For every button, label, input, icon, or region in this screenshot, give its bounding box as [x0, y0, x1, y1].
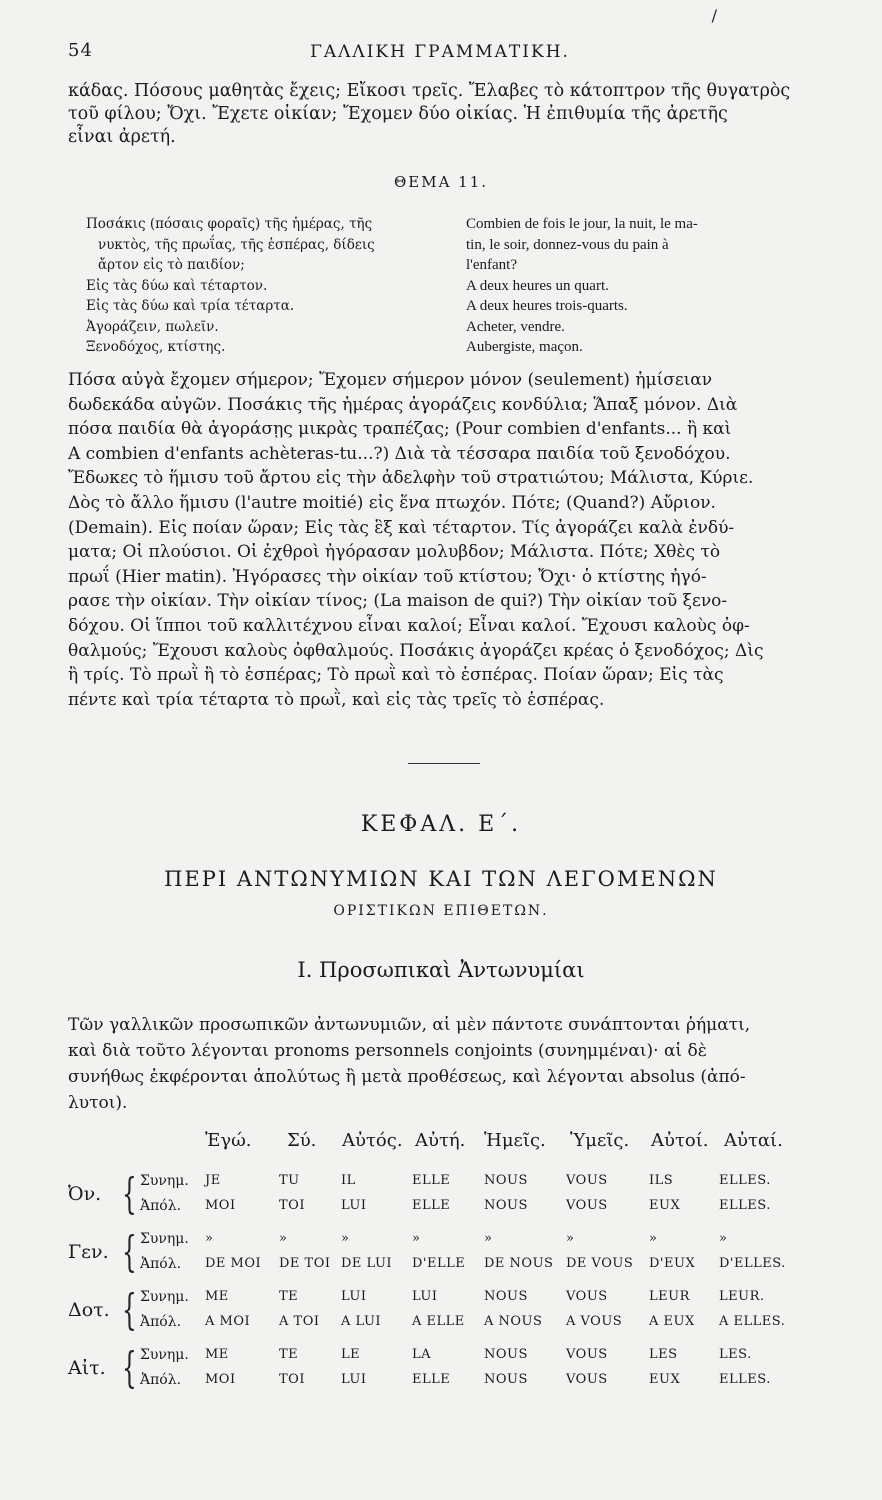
section-title: ΠΕΡΙ ΑΝΤΩΝΥΜΙΩΝ ΚΑΙ ΤΩΝ ΛΕΓΟΜΕΝΩΝ: [164, 867, 718, 891]
table-cell: A ELLES.: [719, 1314, 786, 1329]
vocab-line: A deux heures un quart.: [466, 277, 609, 294]
page-header: [68, 6, 812, 66]
table-cell: »: [341, 1231, 350, 1246]
table-cell: DE VOUS: [566, 1256, 634, 1271]
text-line: ματα; Οἱ πλούσιοι. Οἱ ἐχθροὶ ἠγόρασαν μολυβδον; Μάλιστα. Πότε; Χθὲς τὸ: [68, 542, 721, 563]
text-line: πέντε καὶ τρία τέταρτα τὸ πρωῒ, καὶ εἰς τὰς τρεῖς τὸ ἑσπέρας.: [68, 689, 605, 710]
case-label: Γεν.: [68, 1241, 109, 1263]
table-cell: NOUS: [484, 1289, 528, 1304]
text-line: Τῶν γαλλικῶν προσωπικῶν ἀντωνυμιῶν, αἱ μὲν πάντοτε συνάπτονται ῥήματι,: [68, 1015, 751, 1035]
text-line: θαλμούς; Ἔχουσι καλοὺς ὀφθαλμούς. Ποσάκις ἀγοράζει κρέας ὁ ξενοδόχος; Δὶς: [68, 640, 764, 661]
row-type-label: Συνημ.: [140, 1231, 189, 1247]
table-row: [68, 1314, 813, 1338]
table-cell: TOI: [279, 1372, 305, 1387]
table-cell: LUI: [341, 1289, 367, 1304]
vocab-line: Ποσάκις (πόσαις φοραῖς) τῆς ἡμέρας, τῆς: [86, 216, 373, 232]
table-cell: LUI: [341, 1198, 367, 1213]
table-cell: A ELLE: [412, 1314, 465, 1329]
running-title: ΓΑΛΛΙΚΗ ΓΡΑΜΜΑΤΙΚΗ.: [310, 42, 570, 62]
table-header-cell: Αὐταί.: [724, 1130, 783, 1151]
case-label: Δοτ.: [68, 1299, 110, 1321]
table-cell: »: [566, 1231, 575, 1246]
table-row: [68, 1372, 813, 1396]
case-block-accusative: [68, 1344, 813, 1398]
row-type-label: Ἀπόλ.: [140, 1256, 182, 1272]
table-cell: ELLES.: [719, 1173, 771, 1188]
table-cell: ELLE: [412, 1173, 451, 1188]
vocab-line: Combien de fois le jour, la nuit, le ma-: [466, 216, 698, 232]
table-cell: ILS: [649, 1173, 674, 1188]
row-type-label: Ἀπόλ.: [140, 1314, 182, 1330]
table-cell: ELLES.: [719, 1372, 771, 1387]
table-cell: ME: [205, 1347, 229, 1362]
table-cell: LUI: [412, 1289, 438, 1304]
text-line: A combien d'enfants achèteras-tu...?) Διὰ τὰ τέσσαρα παιδία τοῦ ξενοδόχου.: [68, 443, 731, 464]
vocab-line: Acheter, vendre.: [466, 318, 565, 335]
table-header-cell: Αὐτή.: [415, 1130, 466, 1151]
table-cell: NOUS: [484, 1173, 528, 1188]
text-line: κάδας. Πόσους μαθητὰς ἔχεις; Εἴκοσι τρεῖς. Ἔλαβες τὸ κάτοπτρον τῆς θυγατρὸς: [68, 81, 791, 101]
theme-title: ΘΕΜΑ 11.: [393, 173, 489, 191]
table-cell: NOUS: [484, 1198, 528, 1213]
table-cell: »: [412, 1231, 421, 1246]
text-line: Δὸς τὸ ἄλλο ἥμισυ (l'autre moitié) εἰς ἕνα πτωχόν. Πότε; (Quand?) Αὔριον.: [68, 492, 716, 513]
table-cell: ELLE: [412, 1198, 451, 1213]
vocab-line: A deux heures trois-quarts.: [466, 298, 628, 314]
table-header-row: [68, 1130, 813, 1160]
vocab-line: Ἀγοράζειν, πωλεῖν.: [86, 318, 219, 335]
vocab-line: Εἰς τὰς δύω καὶ τέταρτον.: [86, 277, 268, 294]
table-header-cell: Ἡμεῖς.: [484, 1130, 546, 1151]
table-cell: »: [719, 1231, 728, 1246]
table-row: [68, 1198, 813, 1222]
table-cell: LE: [341, 1347, 361, 1362]
text-line: ἢ τρίς. Τὸ πρωῒ ἢ τὸ ἑσπέρας; Τὸ πρωῒ καὶ τὸ ἑσπέρας. Ποίαν ὥραν; Εἰς τὰς: [68, 665, 724, 686]
brace-glyph: {: [122, 1285, 137, 1334]
text-line: τοῦ φίλου; Ὄχι. Ἔχετε οἰκίαν; Ἔχομεν δύο οἰκίας. Ἡ ἐπιθυμία τῆς ἀρετῆς: [68, 104, 728, 124]
exercise-paragraph: [68, 368, 813, 712]
text-line: εἶναι ἀρετή.: [68, 127, 176, 147]
vocab-line: l'enfant?: [466, 257, 518, 273]
chapter-title: ΚΕΦΑΛ. Ε΄.: [360, 812, 522, 837]
tick-mark: /: [711, 6, 717, 25]
vocab-line: νυκτὸς, τῆς πρωΐας, τῆς ἑσπέρας, δίδεις: [98, 236, 375, 253]
text-line: Ἔδωκες τὸ ἥμισυ τοῦ ἄρτου εἰς τὴν ἀδελφὴν τοῦ στρατιώτου; Μάλιστα, Κύριε.: [68, 468, 754, 489]
table-cell: A TOI: [279, 1314, 320, 1329]
page-number: 54: [68, 40, 93, 61]
case-block-genitive: [68, 1228, 813, 1282]
table-cell: »: [649, 1231, 658, 1246]
case-label: Αἰτ.: [68, 1357, 106, 1379]
table-cell: VOUS: [566, 1289, 608, 1304]
table-cell: VOUS: [566, 1347, 608, 1362]
text-line: πόσα παιδία θὰ ἀγοράσῃς μικρὰς τραπέζας; (Pour combien d'enfants... ἢ καὶ: [68, 419, 732, 440]
text-line: ρασε τὴν οἰκίαν. Τὴν οἰκίαν τίνος; (La maison de qui?) Τὴν οἰκίαν τοῦ ξενο-: [68, 591, 728, 612]
text-line: Πόσα αὐγὰ ἔχομεν σήμερον; Ἔχομεν σήμερον μόνον (seulement) ἡμίσειαν: [68, 370, 713, 390]
table-header-cell: Αὐτοί.: [651, 1130, 709, 1151]
table-cell: A MOI: [205, 1314, 251, 1329]
table-cell: DE TOI: [279, 1256, 331, 1271]
vocab-french-column: [466, 214, 816, 358]
table-cell: DE MOI: [205, 1256, 262, 1271]
table-cell: LEUR: [649, 1289, 690, 1304]
table-cell: VOUS: [566, 1198, 608, 1213]
table-cell: NOUS: [484, 1372, 528, 1387]
vocab-line: Εἰς τὰς δύω καὶ τρία τέταρτα.: [86, 298, 295, 314]
section-subtitle: ΟΡΙΣΤΙΚΩΝ ΕΠΙΘΕΤΩΝ.: [333, 903, 549, 919]
vocab-greek-column: [86, 214, 456, 358]
row-type-label: Ἀπόλ.: [140, 1198, 182, 1214]
table-cell: LUI: [341, 1372, 367, 1387]
table-cell: D'ELLES.: [719, 1256, 786, 1271]
table-cell: DE NOUS: [484, 1256, 554, 1271]
subsection-title: I. Προσωπικαὶ Ἀντωνυμίαι: [297, 958, 585, 982]
row-type-label: Συνημ.: [140, 1289, 189, 1305]
vocab-line: Aubergiste, maçon.: [466, 339, 583, 355]
table-header-cell: Σύ.: [287, 1130, 317, 1151]
table-cell: »: [205, 1231, 214, 1246]
table-row: [68, 1289, 813, 1313]
table-cell: MOI: [205, 1198, 236, 1213]
vocab-line: Ξενοδόχος, κτίστης.: [86, 339, 226, 355]
table-cell: A EUX: [649, 1314, 695, 1329]
table-cell: D'ELLE: [412, 1256, 466, 1271]
table-cell: TU: [279, 1173, 300, 1188]
vocab-line: ἄρτον εἰς τὸ παιδίον;: [98, 257, 245, 273]
table-cell: A VOUS: [566, 1314, 623, 1329]
table-cell: MOI: [205, 1372, 236, 1387]
table-cell: LES: [649, 1347, 678, 1362]
case-block-dative: [68, 1286, 813, 1340]
text-line: συνήθως ἐκφέρονται ἀπολύτως ἢ μετὰ προθέσεως, καὶ λέγονται absolus (ἀπό-: [68, 1067, 746, 1087]
table-row: [68, 1347, 813, 1371]
case-label: Ὀν.: [68, 1183, 102, 1205]
table-cell: ELLE: [412, 1372, 451, 1387]
table-cell: LA: [412, 1347, 432, 1362]
table-cell: »: [279, 1231, 288, 1246]
text-line: λυτοι).: [68, 1093, 128, 1113]
brace-glyph: {: [122, 1227, 137, 1276]
section-divider: [408, 763, 480, 764]
table-cell: LES.: [719, 1347, 752, 1362]
table-cell: JE: [205, 1173, 221, 1188]
table-cell: A LUI: [341, 1314, 382, 1329]
table-row: [68, 1256, 813, 1280]
text-line: πρωΐ (Hier matin). Ἠγόρασες τὴν οἰκίαν τοῦ κτίστου; Ὄχι· ὁ κτίστης ἠγό-: [68, 566, 707, 587]
table-cell: IL: [341, 1173, 356, 1188]
text-line: δόχου. Οἱ ἵπποι τοῦ καλλιτέχνου εἶναι καλοί; Εἶναι καλοί. Ἔχουσι καλοὺς ὀφ-: [68, 615, 750, 636]
table-row: [68, 1173, 813, 1197]
table-cell: TE: [279, 1347, 299, 1362]
text-line: δωδεκάδα αὐγῶν. Ποσάκις τῆς ἡμέρας ἀγοράζεις κονδύλια; Ἅπαξ μόνον. Διὰ: [68, 394, 738, 415]
table-cell: ME: [205, 1289, 229, 1304]
pronoun-paragraph: [68, 1012, 813, 1116]
brace-glyph: {: [122, 1169, 137, 1218]
table-row: [68, 1231, 813, 1255]
table-cell: NOUS: [484, 1347, 528, 1362]
table-cell: LEUR.: [719, 1289, 765, 1304]
table-cell: D'EUX: [649, 1256, 696, 1271]
table-header-cell: Αὐτός.: [342, 1130, 403, 1151]
brace-glyph: {: [122, 1343, 137, 1392]
text-line: (Demain). Εἰς ποίαν ὥραν; Εἰς τὰς ἓξ καὶ τέταρτον. Τίς ἀγοράζει καλὰ ἐνδύ-: [68, 517, 735, 538]
case-block-nominative: [68, 1170, 813, 1224]
table-cell: VOUS: [566, 1372, 608, 1387]
table-cell: TOI: [279, 1198, 305, 1213]
table-header-cell: Ἐγώ.: [205, 1130, 252, 1151]
row-type-label: Συνημ.: [140, 1173, 189, 1189]
row-type-label: Συνημ.: [140, 1347, 189, 1363]
table-cell: EUX: [649, 1372, 681, 1387]
table-cell: A NOUS: [484, 1314, 543, 1329]
table-header-cell: Ὑμεῖς.: [570, 1130, 630, 1151]
text-line: καὶ διὰ τοῦτο λέγονται pronoms personnels conjoints (συνημμέναι)· αἱ δὲ: [68, 1041, 707, 1061]
table-cell: EUX: [649, 1198, 681, 1213]
row-type-label: Ἀπόλ.: [140, 1372, 182, 1388]
vocab-line: tin, le soir, donnez-vous du pain à: [466, 236, 669, 253]
table-cell: TE: [279, 1289, 299, 1304]
table-cell: DE LUI: [341, 1256, 393, 1271]
intro-paragraph: [68, 80, 813, 149]
table-cell: »: [484, 1231, 493, 1246]
table-cell: ELLES.: [719, 1198, 771, 1213]
table-cell: VOUS: [566, 1173, 608, 1188]
